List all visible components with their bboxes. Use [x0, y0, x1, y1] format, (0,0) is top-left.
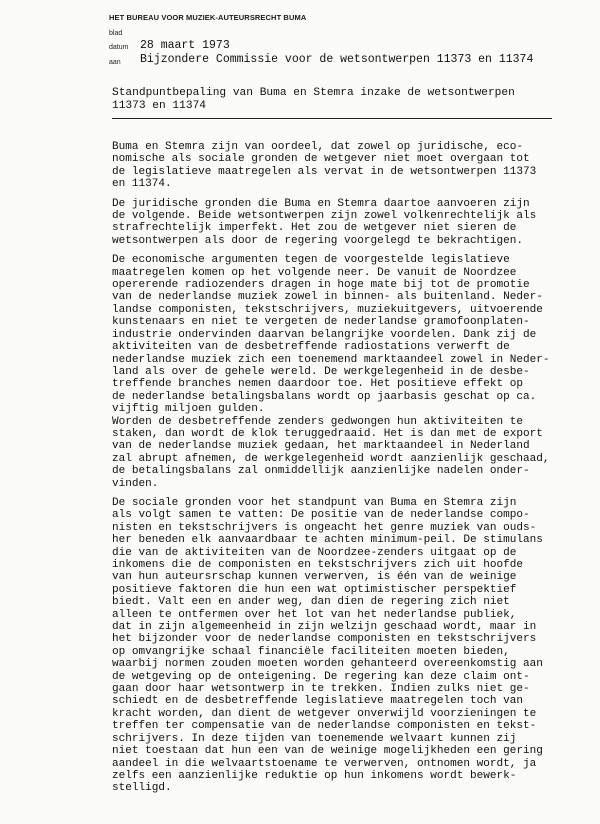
letter-body	[112, 141, 582, 802]
text-line: nisten en tekstschrijvers is ongeacht het genre muziek van ouds-	[112, 521, 537, 534]
body-paragraph	[112, 254, 582, 415]
text-line: landse componisten, tekstschrijvers, muziekuitgevers, uitvoerende	[112, 303, 543, 316]
text-line: Buma en Stemra zijn van oordeel, dat zowel op juridische, eco-	[112, 141, 524, 153]
blad-label: blad	[109, 30, 123, 37]
text-line: De juridische gronden die Buma en Stemra daartoe aanvoeren zijn	[112, 197, 530, 210]
body-paragraph	[112, 141, 582, 191]
aan-label: aan	[109, 59, 121, 66]
text-line: her beneden elk aanvaardbaar te achten minimum-peil. De stimulans	[112, 534, 543, 547]
text-line: land als over de gehele wereld. De werkgelegenheid in de desbe-	[112, 365, 530, 378]
text-line: vinden.	[112, 477, 159, 490]
datum-label: datum	[109, 44, 129, 51]
text-line: en 11374.	[112, 178, 172, 191]
text-line: de wetgeving op de onteigening. De regering kan deze claim ont-	[112, 670, 530, 683]
aan-value: Bijzondere Commissie voor de wetsontwerpen 11373 en 11374	[140, 53, 534, 66]
text-line: als volgt samen te vatten: De positie van de nederlandse compo-	[112, 509, 530, 522]
text-line: strafrechtelijk imperfekt. Het zou de wetgever niet sieren de	[112, 222, 517, 235]
text-line: zal abrupt afnemen, de werkgelegenheid wordt aanzienlijk geschaad,	[112, 452, 550, 465]
text-line: wetsontwerpen als door de regering voorgelegd te bekrachtigen.	[112, 234, 524, 247]
text-line: De sociale gronden voor het standpunt van Buma en Stemra zijn	[112, 496, 517, 509]
text-line: schiedt en de desbetreffende legislatieve maatregelen toch van	[112, 695, 524, 708]
text-line: inkomens die de componisten en tekstschrijvers zich uit hoofde	[112, 559, 524, 571]
body-paragraph	[112, 416, 582, 490]
text-line: van de nederlandse muziek zowel in binnen- als buitenland. Neder-	[112, 291, 543, 304]
text-line: waarbij normen zouden moeten worden gehanteerd overeenkomstig aan	[112, 658, 543, 671]
text-line: aandeel in die welvaartstoename te verwerven, ontnomen wordt, ja	[112, 757, 537, 770]
body-paragraph	[112, 497, 582, 795]
text-line: de betalingsbalans zal onmiddellijk aanzienlijke nadelen onder-	[112, 465, 530, 478]
text-line: nomische als sociale gronden de wetgever niet moet overgaan tot	[112, 153, 530, 166]
text-line: Worden de desbetreffende zenders gedwongen hun aktiviteiten te	[112, 415, 524, 428]
text-line: die van de aktiviteiten van de Noordzee-zenders uitgaat op de	[112, 546, 517, 559]
text-line: dat in zijn algemeenheid in zijn welzijn geschaad wordt, maar in	[112, 621, 537, 634]
text-line: nederlandse muziek zich een toenemend marktaandeel zowel in Neder-	[112, 353, 550, 366]
subject-line: Standpuntbepaling van Buma en Stemra inzake de wetsontwerpen	[112, 87, 515, 99]
text-line: opererende radiozenders dragen in hoge mate bij tot de promotie	[112, 279, 530, 292]
text-line: kracht worden, dan dient de wetgever onverwijld voorzieningen te	[112, 707, 537, 720]
text-line: de volgende. Beide wetsontwerpen zijn zowel volkenrechtelijk als	[112, 210, 537, 223]
text-line: staken, dan wordt de klok teruggedraaid. Het is dan met de export	[112, 427, 543, 440]
text-line: niet toestaan dat hun een van de weinige mogelijkheden een gering	[112, 745, 543, 758]
text-line: vijftig miljoen gulden.	[112, 403, 265, 416]
text-line: biedt. Valt een en ander weg, dan dien de regering zich niet	[112, 596, 510, 609]
text-line: treffende branches nemen daardoor toe. Het positieve effekt op	[112, 378, 524, 391]
letterhead-organization: HET BUREAU VOOR MUZIEK-AUTEURSRECHT BUMA	[109, 13, 307, 22]
text-line: het bijzonder voor de nederlandse componisten en tekstschrijvers	[112, 633, 537, 646]
text-line: zelfs een aanzienlijke reduktie op hun inkomens wordt bewerk-	[112, 769, 517, 782]
text-line: treffen ter compensatie van de nederlandse componisten en tekst-	[112, 720, 537, 733]
text-line: gaan door haar wetsontwerp in te trekken. Indien zulks niet ge-	[112, 683, 530, 696]
text-line: alleen te ontfermen over het lot van het nederlandse publiek,	[112, 608, 517, 621]
text-line: industrie ondervinden daarvan belangrijke voordelen. Dank zij de	[112, 328, 537, 341]
text-line: positieve faktoren die hun een wat optimistischer perspektief	[112, 583, 517, 596]
subject-line: 11373 en 11374	[112, 100, 206, 112]
text-line: stelligd.	[112, 782, 172, 795]
text-line: schrijvers. In deze tijden van toenemende welvaart kunnen zij	[112, 732, 517, 745]
text-line: van de nederlandse muziek gedaan, het marktaandeel in Nederland	[112, 440, 530, 453]
body-paragraph	[112, 198, 582, 248]
text-line: de legislatieve maatregelen als vervat in de wetsontwerpen 11373	[112, 165, 537, 178]
datum-value: 28 maart 1973	[140, 39, 230, 52]
text-line: van hun auteursrschap kunnen verwerven, is één van de weinige	[112, 571, 517, 584]
subject-heading	[112, 87, 515, 113]
text-line: aktiviteiten van de desbetreffende radiostations verwerft de	[112, 341, 510, 354]
subject-underline	[112, 118, 552, 119]
text-line: kunstenaars en niet te vergeten de nederlandse gramofoonplaten-	[112, 316, 530, 329]
text-line: de nederlandse betalingsbalans wordt op jaarbasis geschat op ca.	[112, 390, 537, 403]
text-line: op omvangrijke schaal financiële faciliteiten moeten bieden,	[112, 645, 510, 658]
text-line: De economische argumenten tegen de voorgestelde legislatieve	[112, 254, 510, 267]
text-line: maatregelen komen op het volgende neer. De vanuit de Noordzee	[112, 266, 517, 279]
